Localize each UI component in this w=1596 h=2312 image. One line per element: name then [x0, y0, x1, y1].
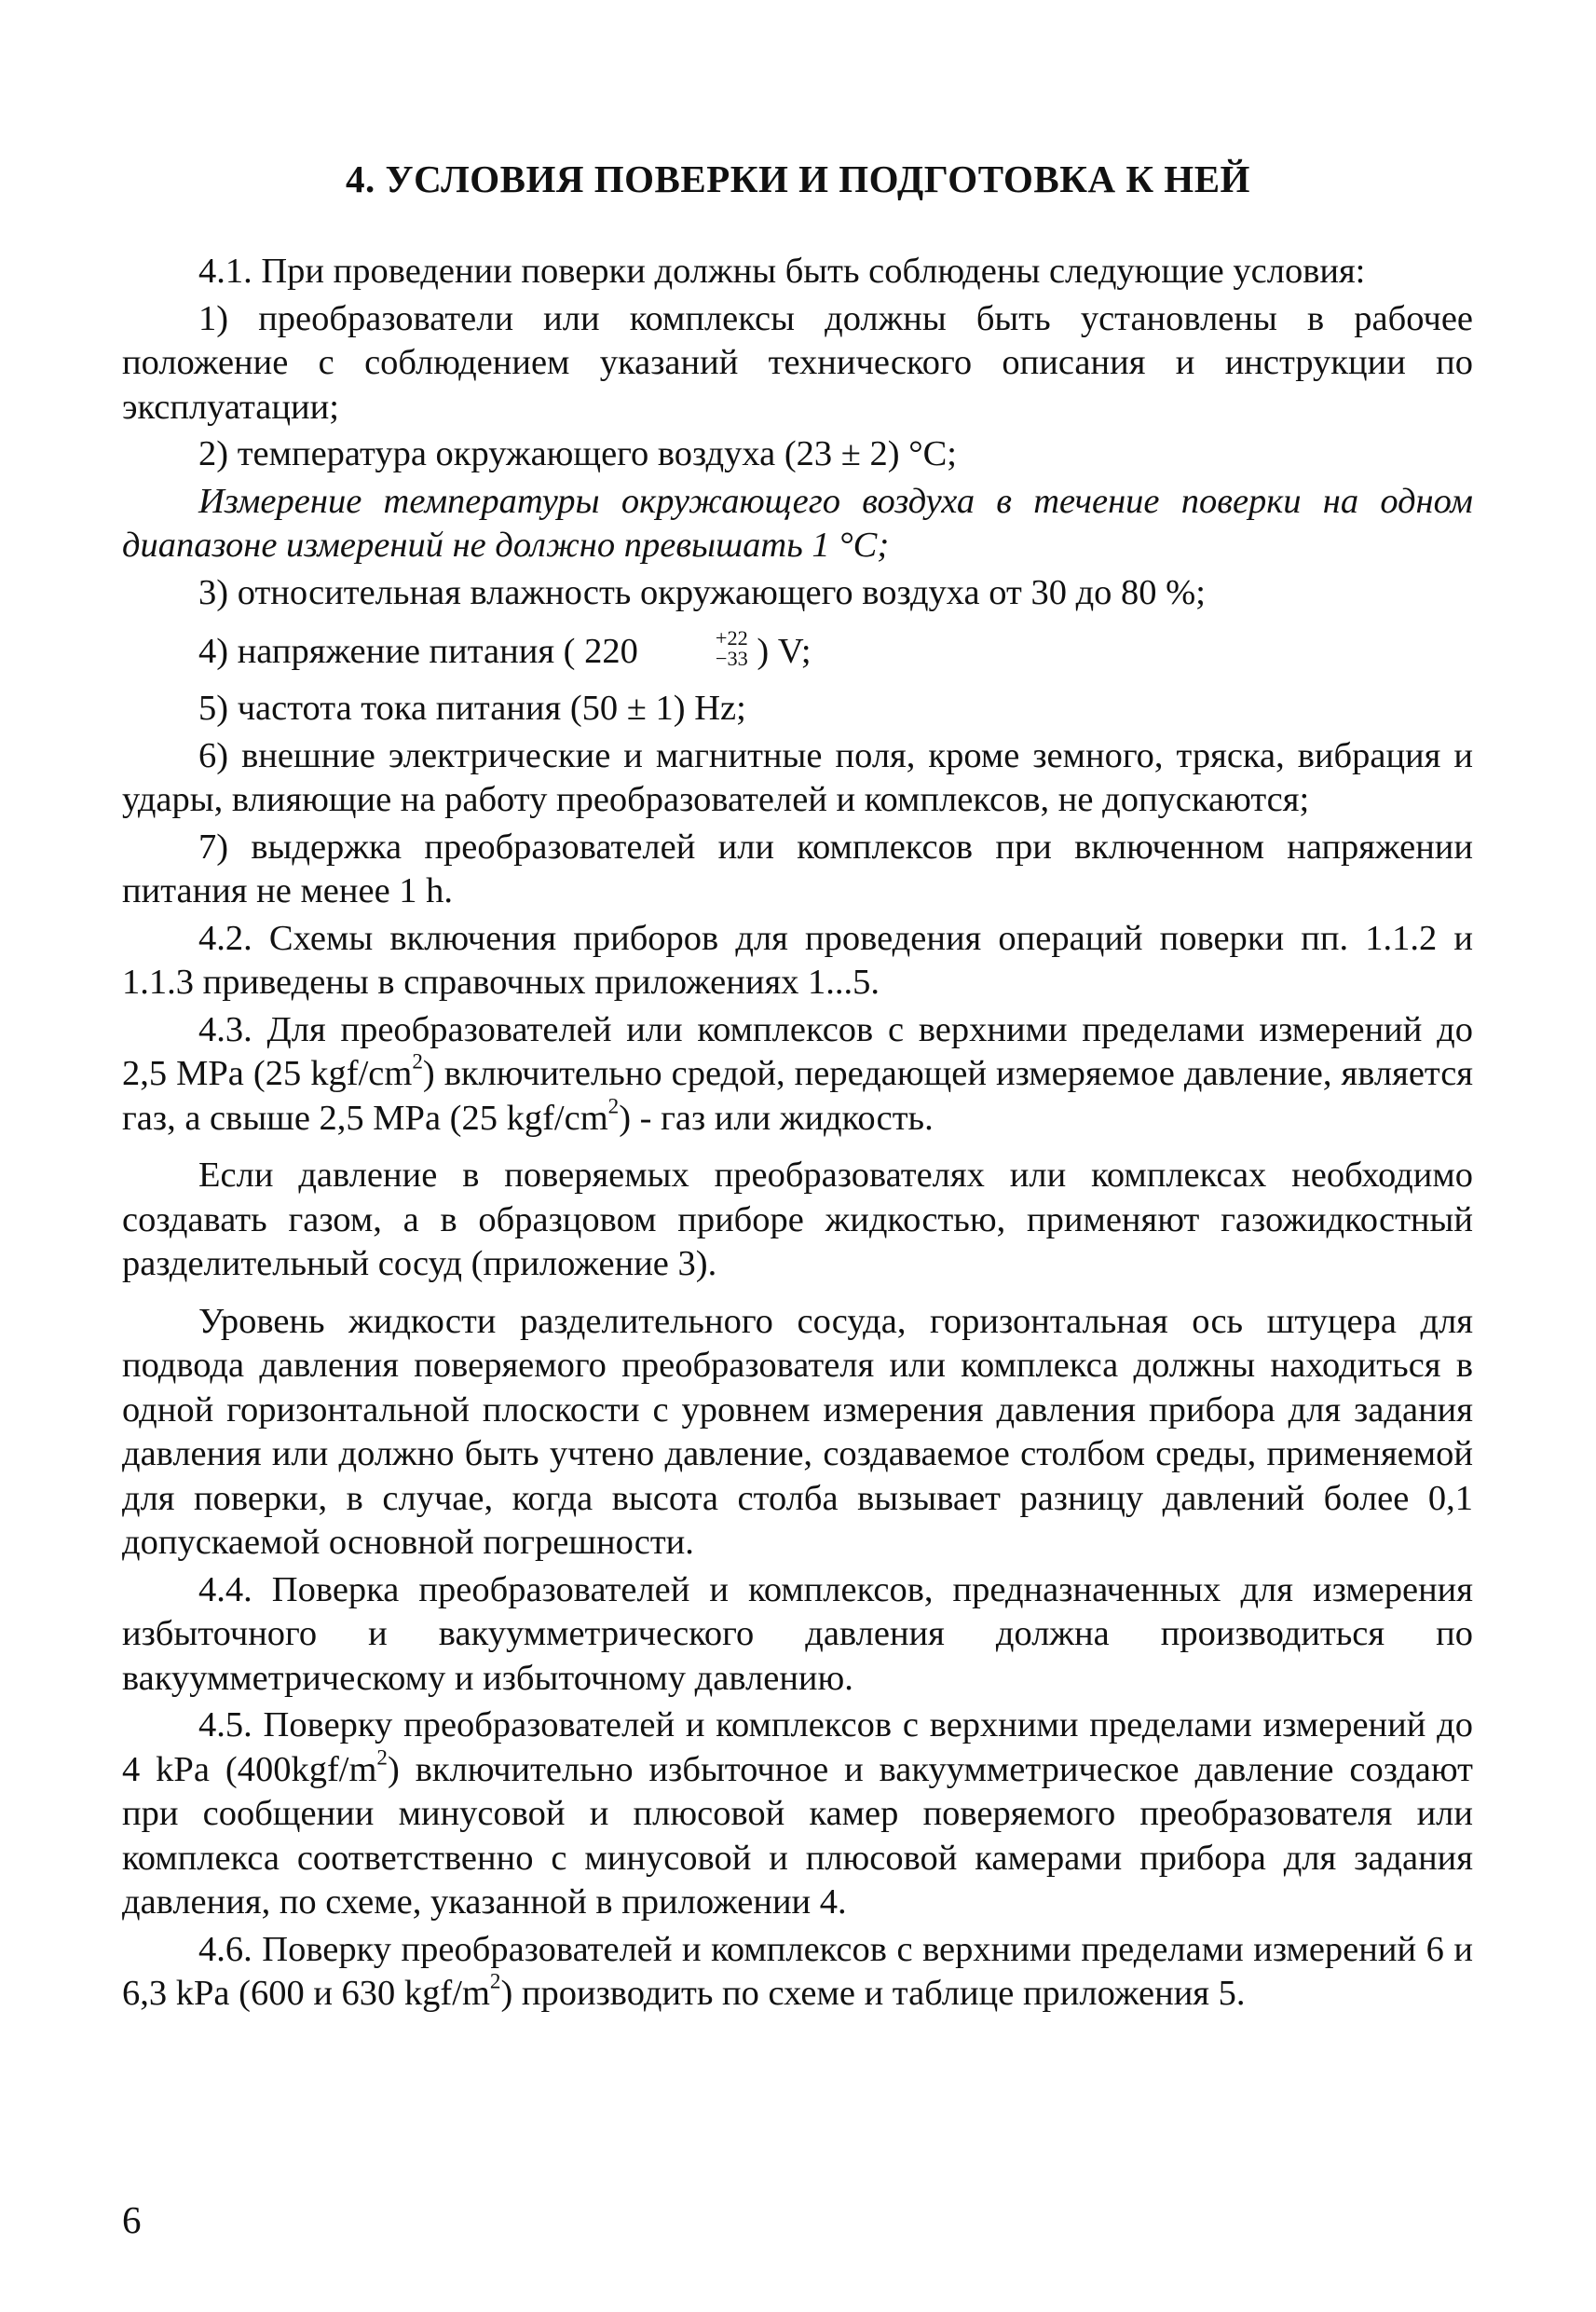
voltage-tolerance-upper: +22 — [715, 626, 748, 650]
condition-4 — [122, 628, 1473, 674]
voltage-tolerance — [639, 628, 748, 670]
paragraph-4-2: 4.2. Схемы включения приборов для проведения операций поверки пп. 1.1.2 и 1.1.3 приведены в справочных приложениях 1...5. — [122, 918, 1473, 1003]
paragraph-4-3-gas-liquid: Если давление в поверяемых преобразователях или комплексах необходимо создавать газом, а в образцовом приборе жидкостью, применяют газожидкостный разделительный сосуд (приложение 3). — [122, 1156, 1473, 1284]
condition-6: 6) внешние электрические и магнитные поля, кроме земного, тряска, вибрация и удары, влияющие на работу преобразователей и комплексов, не допускаются; — [122, 735, 1473, 820]
paragraph-4-1: 4.1. При проведении поверки должны быть соблюдены следующие условия: — [198, 252, 1366, 291]
paragraph-4-3 — [122, 1008, 1473, 1142]
paragraph-4-5 — [122, 1703, 1473, 1925]
paragraph-4-3-part-3: ) - газ или жидкость. — [619, 1098, 934, 1138]
paragraph-4-6-part-1: 4.6. Поверку преобразователей и комплексов с верхними пределами измерений 6 и 6,3 kPa (600 и 630 kgf/m — [122, 1929, 1473, 2014]
paragraph-4-5-sup: 2 — [376, 1744, 388, 1770]
paragraph-4-3-sup-2: 2 — [607, 1093, 620, 1118]
paragraph-4-3-part-1: 4.3. Для преобразователей или комплексов с верхними пределами измерений до 2,5 MPa (25 kgf/cm — [122, 1009, 1473, 1094]
paragraph-4-3-level: Уровень жидкости разделительного сосуда, горизонтальная ось штуцера для подвода давления поверяемого преобразователя или комплекса должны находиться в одной горизонтальной плоскости с уровнем измерения давления прибора для задания давления или должно быть учтено давление, создаваемое столбом среды, применяемой для поверки, в случае, когда высота столба вызывает разницу давлений более 0,1 допускаемой основной погрешности. — [122, 1301, 1473, 1563]
condition-2: 2) температура окружающего воздуха (23 ± 2) °С; — [198, 434, 958, 473]
paragraph-4-3-part-2: ) включительно средой, передающей измеряемое давление, является газ, а свыше 2,5 MPa (25 kgf/cm — [122, 1054, 1473, 1138]
condition-1: 1) преобразователи или комплексы должны быть установлены в рабочее положение с соблюдением указаний технического описания и инструкции по эксплуатации; — [122, 298, 1473, 427]
paragraph-4-3-sup-1: 2 — [412, 1049, 423, 1074]
condition-4-prefix: 4) напряжение питания ( 220 — [198, 631, 638, 671]
page-number: 6 — [122, 2198, 142, 2241]
paragraph-4-4: 4.4. Поверка преобразователей и комплексов, предназначенных для измерения избыточного и вакуумметрического давления должна производиться по вакуумметрическому и избыточному давлению. — [122, 1569, 1473, 1698]
paragraph-4-6-sup: 2 — [489, 1969, 501, 1994]
section-body — [122, 250, 1473, 2019]
condition-7: 7) выдержка преобразователей или комплексов при включенном напряжении питания не менее 1 h. — [122, 827, 1473, 911]
paragraph-4-5-part-1: 4.5. Поверку преобразователей и комплексов с верхними пределами измерений до 4 kPa (400kgf/m — [122, 1705, 1473, 1789]
paragraph-4-6 — [122, 1928, 1473, 2017]
condition-2-note: Измерение температуры окружающего воздуха в течение поверки на одном диапазоне измерений не должно превышать 1 °С; — [122, 481, 1473, 565]
section-heading: 4. УСЛОВИЯ ПОВЕРКИ И ПОДГОТОВКА К НЕЙ — [346, 157, 1250, 200]
condition-5: 5) частота тока питания (50 ± 1) Hz; — [198, 689, 746, 729]
paragraph-4-6-part-2: ) производить по схеме и таблице приложения 5. — [500, 1974, 1246, 2014]
paragraph-4-5-part-2: ) включительно избыточное и вакуумметрическое давление создают при сообщении минусовой и плюсовой камер поверяемого преобразователя или комплекса соответственно с минусовой и плюсовой камерами прибора для задания давления, по схеме, указанной в приложении 4. — [122, 1749, 1473, 1922]
voltage-tolerance-lower: −33 — [715, 647, 748, 671]
condition-4-suffix: ) V; — [747, 631, 812, 671]
condition-3: 3) относительная влажность окружающего воздуха от 30 до 80 %; — [198, 572, 1206, 612]
